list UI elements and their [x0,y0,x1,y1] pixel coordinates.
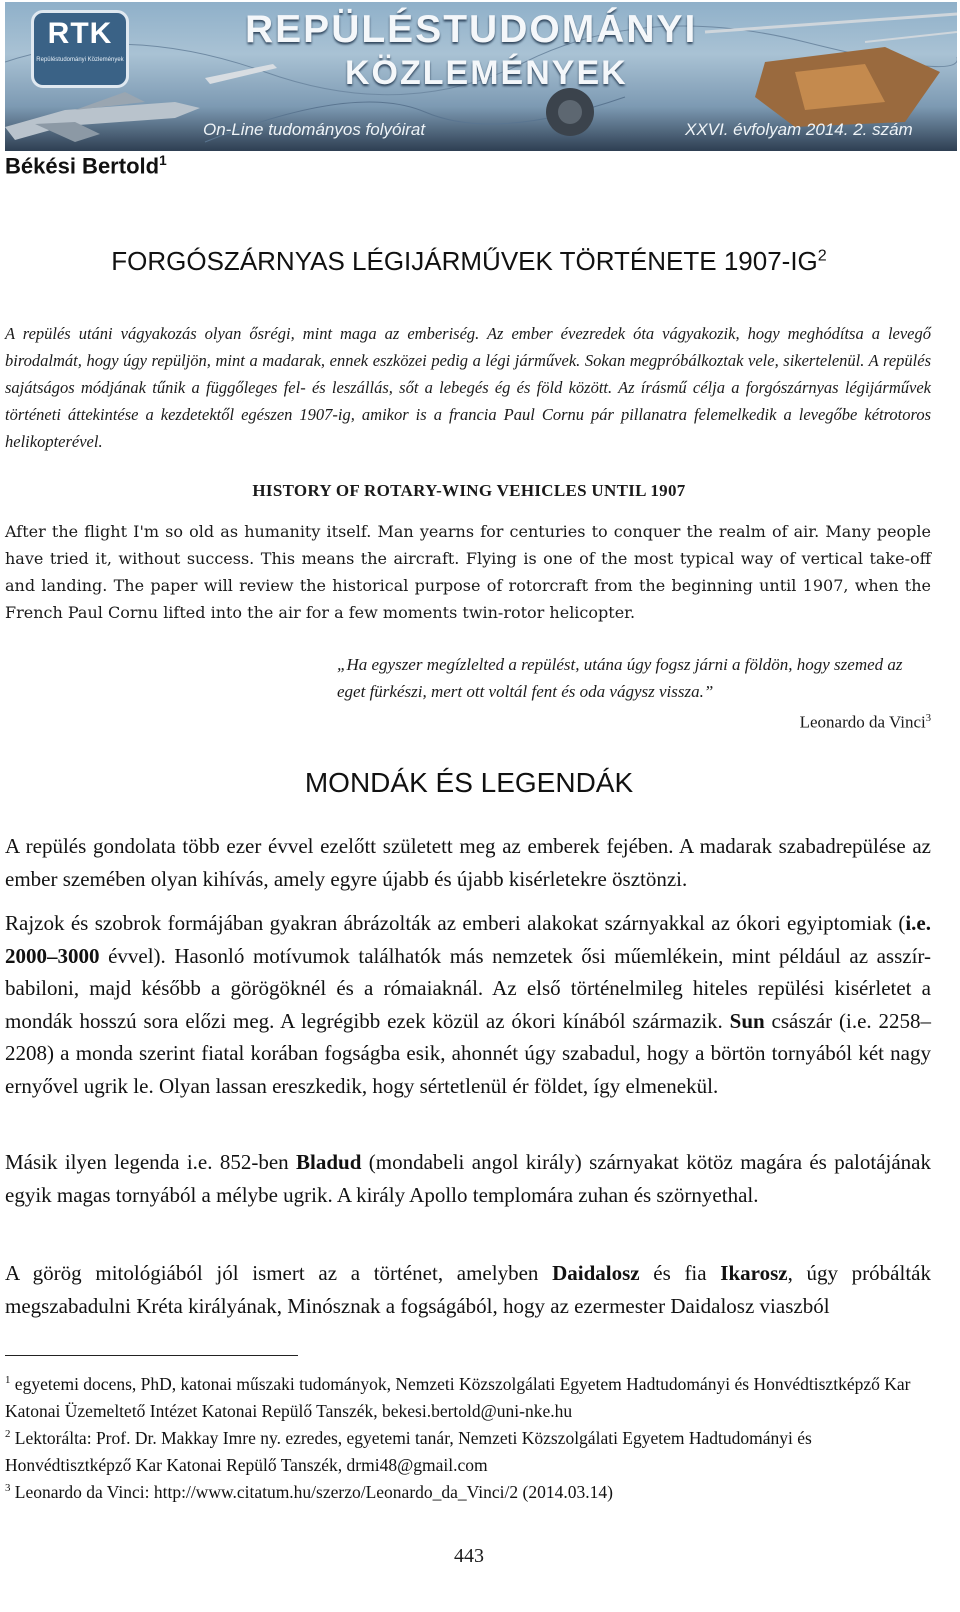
bold-run: Daidalosz [552,1261,640,1285]
footnote-number: 1 [5,1374,11,1386]
logo-subtitle: Repüléstudományi Közlemények [36,57,124,63]
journal-title-line1: REPÜLÉSTUDOMÁNYI [245,8,698,51]
text-run: A görög mitológiából jól ismert az a történet, amelyben [5,1261,553,1285]
author-name [5,153,167,179]
body-paragraph-4 [5,1257,931,1322]
footnote-divider [5,1355,298,1356]
section-heading: MONDÁK ÉS LEGENDÁK [304,767,634,798]
body-paragraph-1: A repülés gondolata több ezer évvel ezelőtt született meg az emberek fejében. A madarak szabadrepülése az ember szemében olyan kihívás, amely egyre újabb és újabb kisérletekre ösztönzi. [5,834,931,891]
footnote-1 [5,1367,931,1425]
footnote-number: 3 [5,1482,11,1494]
bold-run: Sun [729,1008,765,1033]
helicopter-illustration [705,14,957,127]
fighter-jet-illustration [5,92,200,142]
bold-run: Ikarosz [720,1261,788,1285]
text-run: (mondabeli angol király) szárnyakat kötöz magára és palotájának egyik magas tornyából a mélybe ugrik. A király Apollo templomára zuhan és szörnyethal. [5,1150,931,1207]
footnote-text: Lektorálta: Prof. Dr. Makkay Imre ny. ezredes, egyetemi tanár, Nemzeti Közszolgálati Egyetem Hadtudományi és Honvédtisztképző Kar Katonai Repülő Tanszék, drmi48@gmail.com [5,1427,812,1475]
journal-subtitle: On-Line tudományos folyóirat [203,120,426,139]
text-run: , úgy próbálták megszabadulni Kréta királyának, Minósznak a fogságából, hogy az ezermester Daidalosz viaszból [5,1261,931,1318]
bold-run: i.e. 2000–3000 [5,911,931,968]
abstract-english: After the flight I'm so old as humanity itself. Man yearns for centuries to conquer the realm of air. Many people have tried it, without success. This means the aircraft. Flying is one of the most typical way of vertical take-off and landing. The paper will review the historical purpose of rotorcraft from the beginning until 1907, when the French Paul Cornu lifted into the air for a few moments twin-rotor helicopter. [5,522,931,622]
text-run: évvel). Hasonló motívumok találhatók más nemzetek ősi műemlékein, mint például az asszír-babiloni, majd később a görögöknél és a rómaiaknál. Az első történelmileg hiteles repülési kisérletet a mondák hosszú sora előzi meg. A legrégibb ezek közül az ókori kínából származik. [5,943,931,1033]
journal-title-line2: KÖZLEMÉNYEK [345,54,628,92]
epigraph-attribution [800,705,931,736]
author-name-text: Békési Bertold [5,153,160,179]
abstract-hungarian: A repülés utáni vágyakozás olyan ősrégi, mint maga az emberiség. Az ember évezredek óta vágyakozik, hogy meghódítsa a levegő birodalmát, hogy úgy repüljön, mint a madarak, ennek eszközei pedig a légi járművek. Sokan megpróbálkoztak vele, sikertelenül. A repülés sajátságos módjának tűnik a függőleges fel- és leszállás, sőt a lebegés ég és föld között. Az írásmű célja a forgószárnyas légijárművek történeti áttekintése a kezdetektől egészen 1907-ig, amikor is a francia Paul Cornu pár pillanatra felemelkedik a levegőbe kétrotoros helikopterével. [5,324,931,451]
footnote-ref: 3 [925,713,931,724]
missile-illustration [205,64,277,84]
footnote-number: 2 [5,1428,11,1440]
text-run: Másik ilyen legenda i.e. 852-ben [5,1150,297,1174]
footnote-text: egyetemi docens, PhD, katonai műszaki tudományok, Nemzeti Közszolgálati Egyetem Hadtudományi és Honvédtisztképző Kar Katonai Üzemeltető Intézet Katonai Repülő Tanszék, bekesi.bertold@uni-nke.hu [5,1373,911,1421]
page-number: 443 [454,1545,484,1567]
footnote-text: Leonardo da Vinci: http://www.citatum.hu/szerzo/Leonardo_da_Vinci/2 (2014.03.14) [14,1481,613,1502]
body-paragraph-3 [5,1146,931,1211]
footnote-2 [5,1421,931,1479]
footnote-ref: 2 [817,246,827,265]
engine-illustration [546,88,594,136]
paper-title [0,246,938,277]
journal-volume: XXVI. évfolyam 2014. 2. szám [685,120,913,139]
footnote-3 [5,1475,931,1506]
body-paragraph-2 [5,907,931,1102]
text-run: császár (i.e. 2258–2208) a monda szerint fiatal korában fogságba esik, ahonnét úgy szabadul, hogy a börtön tornyából két nagy ernyővel ugrik le. Olyan lassan ereszkedik, hogy sértetlenül ér földet, így elmenekül. [5,1008,931,1098]
logo-mark: RTK [47,17,113,50]
text-run: és fia [639,1261,721,1285]
text-run: Rajzok és szobrok formájában gyakran ábrázolták az emberi alakokat szárnyakkal az ókori egyiptomiak ( [5,911,906,935]
english-title: HISTORY OF ROTARY-WING VEHICLES UNTIL 1907 [252,481,686,500]
paper-title-text: FORGÓSZÁRNYAS LÉGIJÁRMŰVEK TÖRTÉNETE 1907-IG [111,246,818,276]
journal-logo [31,10,129,88]
journal-banner [5,2,957,151]
bold-run: Bladud [296,1150,362,1174]
epigraph-author: Leonardo da Vinci [799,712,926,732]
footnote-ref: 1 [159,153,167,168]
epigraph-quote: „Ha egyszer megízlelted a repülést, utána úgy fogsz járni a földön, hogy szemed az eget fürkészi, mert ott voltál fent és oda vágysz vissza.” [337,655,903,701]
